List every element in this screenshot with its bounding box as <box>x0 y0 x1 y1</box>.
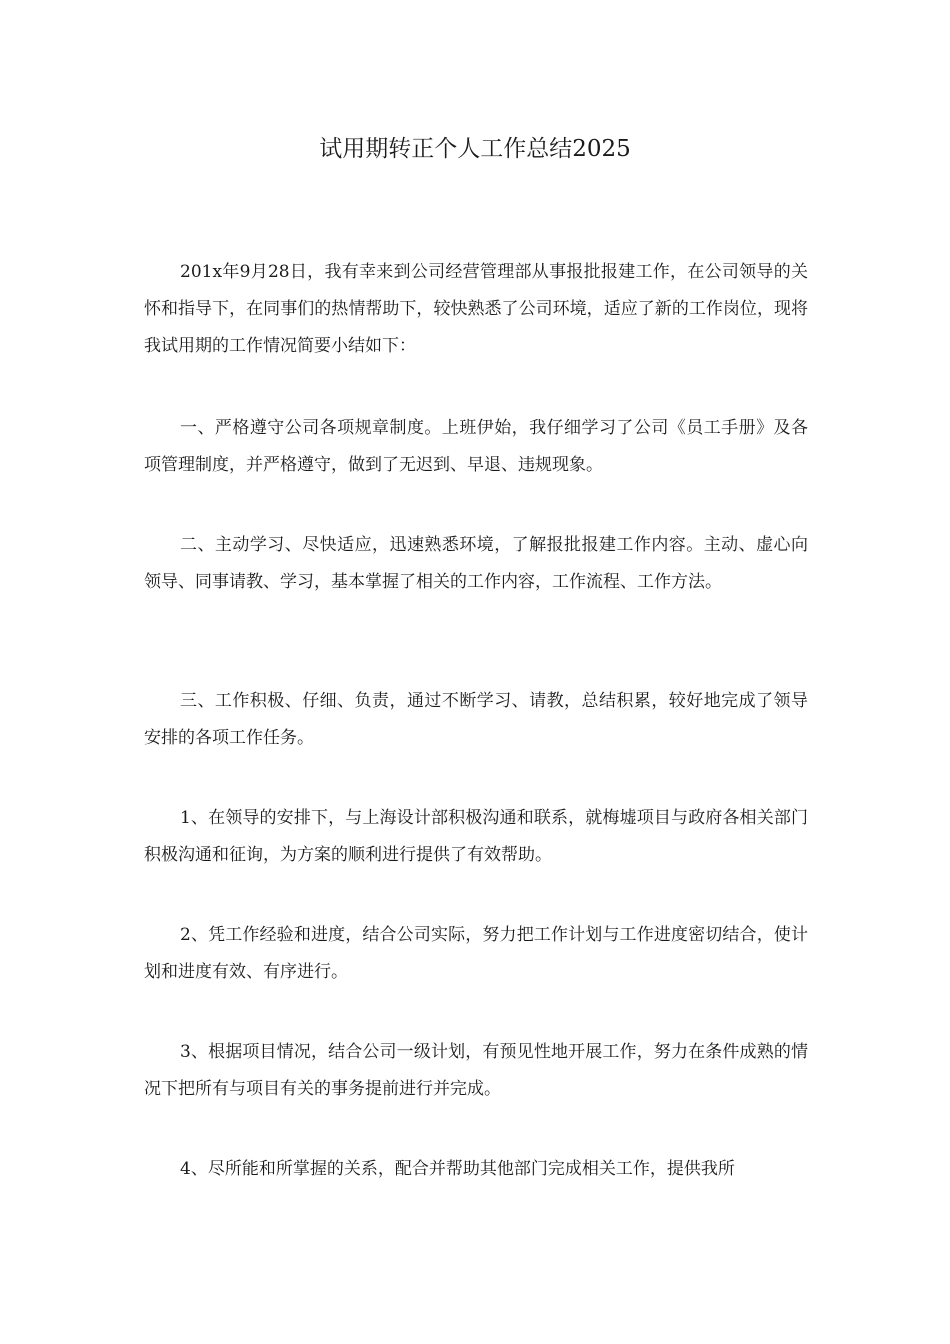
paragraph-item-4: 4、尽所能和所掌握的关系，配合并帮助其他部门完成相关工作，提供我所 <box>180 1159 735 1179</box>
document-title: 试用期转正个人工作总结2025 <box>319 136 631 162</box>
paragraph-intro: 201x年9月28日，我有幸来到公司经营管理部从事报批报建工作，在公司领导的关怀和指导下，在同事们的热情帮助下，较快熟悉了公司环境，适应了新的工作岗位，现将我试用期的工作情况简要小结如下： <box>144 262 808 356</box>
paragraph-item-1: 1、在领导的安排下，与上海设计部积极沟通和联系，就梅墟项目与政府各相关部门积极沟通和征询，为方案的顺利进行提供了有效帮助。 <box>144 808 808 865</box>
paragraph-item-3: 3、根据项目情况，结合公司一级计划，有预见性地开展工作，努力在条件成熟的情况下把所有与项目有关的事务提前进行并完成。 <box>144 1042 808 1099</box>
paragraph-section-1: 一、严格遵守公司各项规章制度。上班伊始，我仔细学习了公司《员工手册》及各项管理制度，并严格遵守，做到了无迟到、早退、违规现象。 <box>144 418 808 475</box>
paragraph-item-2: 2、凭工作经验和进度，结合公司实际，努力把工作计划与工作进度密切结合，使计划和进度有效、有序进行。 <box>144 925 808 982</box>
paragraph-section-3: 三、工作积极、仔细、负责，通过不断学习、请教，总结积累，较好地完成了领导安排的各项工作任务。 <box>144 691 808 748</box>
paragraph-section-2: 二、主动学习、尽快适应，迅速熟悉环境，了解报批报建工作内容。主动、虚心向领导、同事请教、学习，基本掌握了相关的工作内容，工作流程、工作方法。 <box>144 535 808 592</box>
